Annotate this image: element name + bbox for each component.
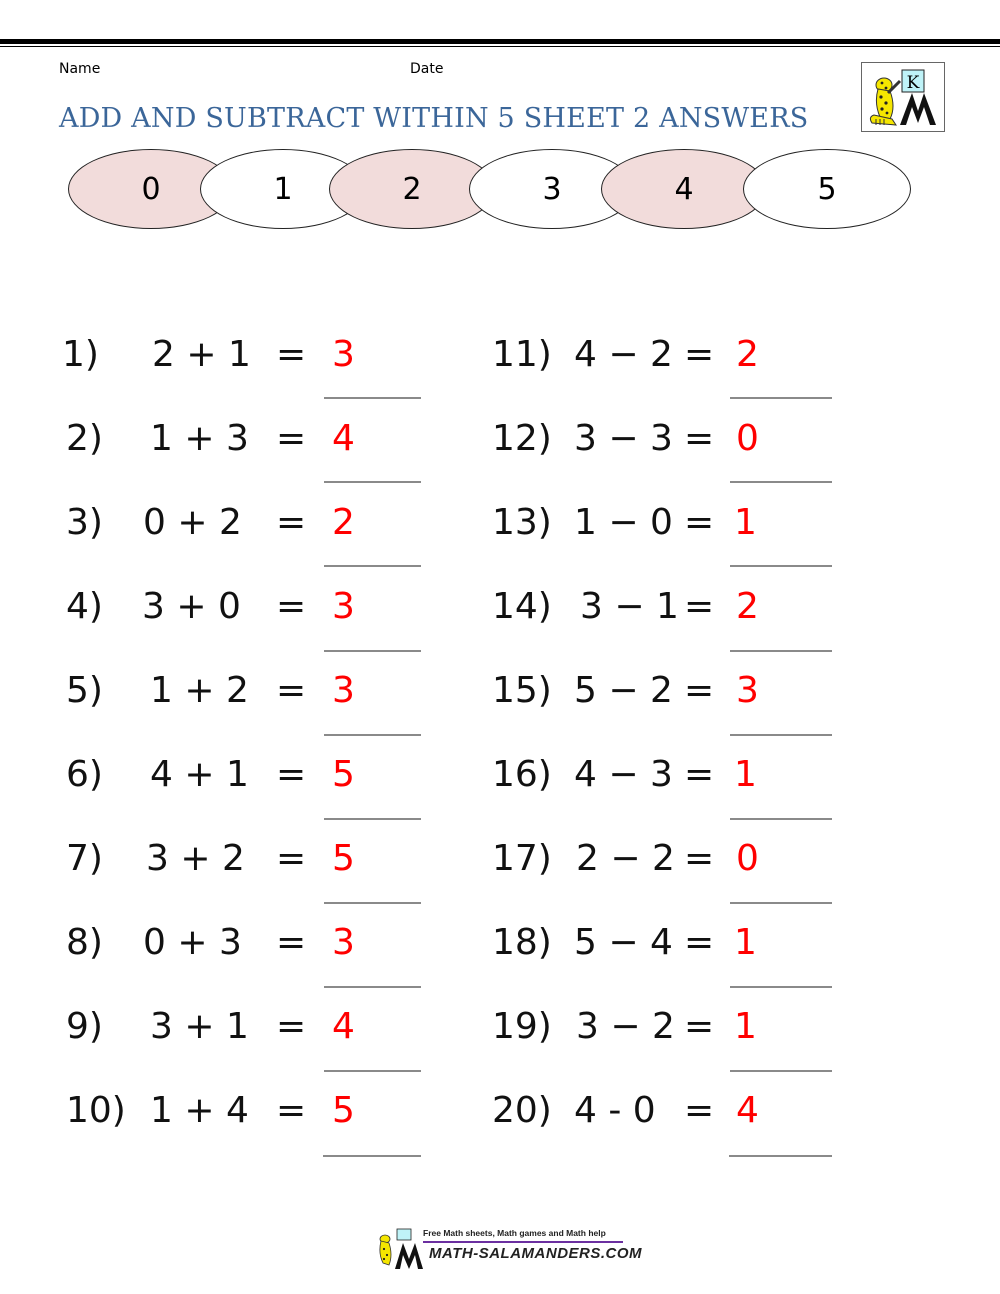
problem-number: 13) [492, 502, 552, 543]
equals-sign: = [684, 334, 715, 375]
answer-line [324, 1070, 421, 1072]
answer-value: 3 [332, 334, 355, 375]
number-line-label: 0 [141, 171, 161, 207]
answer-value: 2 [736, 334, 759, 375]
answer-line [323, 1155, 421, 1157]
problem-expression: 4 − 2 [574, 334, 673, 375]
problem-number: 18) [492, 922, 552, 963]
answer-value: 4 [332, 1006, 355, 1047]
problem-number: 1) [62, 334, 99, 375]
footer-divider [423, 1241, 623, 1243]
answer-line [324, 650, 421, 652]
problem-number: 9) [66, 1006, 103, 1047]
equals-sign: = [684, 1006, 715, 1047]
problem-number: 12) [492, 418, 552, 459]
problem-row [0, 586, 470, 646]
problem-expression: 3 − 1 [580, 586, 679, 627]
footer-site-link[interactable]: MATH-SALAMANDERS.COM [429, 1245, 643, 1262]
problem-expression: 2 − 2 [576, 838, 675, 879]
footer-tagline: Free Math sheets, Math games and Math help [423, 1228, 606, 1238]
problem-expression: 0 + 2 [143, 502, 242, 543]
answer-line [324, 818, 421, 820]
answer-line [730, 902, 832, 904]
answer-line [324, 986, 421, 988]
problem-expression: 1 − 0 [574, 502, 673, 543]
equals-sign: = [276, 502, 307, 543]
equals-sign: = [276, 838, 307, 879]
problem-row [0, 838, 470, 898]
answer-line [324, 565, 421, 567]
answer-line [324, 902, 421, 904]
problem-expression: 4 − 3 [574, 754, 673, 795]
problem-row [0, 1090, 470, 1150]
equals-sign: = [276, 418, 307, 459]
answer-line [730, 397, 832, 399]
problem-expression: 1 + 2 [150, 670, 249, 711]
equals-sign: = [276, 922, 307, 963]
problem-number: 7) [66, 838, 103, 879]
answer-value: 5 [332, 754, 355, 795]
problem-row [0, 754, 470, 814]
footer-logo[interactable] [373, 1225, 643, 1271]
problem-row [470, 586, 870, 646]
problem-expression: 1 + 4 [150, 1090, 249, 1131]
problem-expression: 3 + 1 [150, 1006, 249, 1047]
problem-row [0, 502, 470, 562]
answer-value: 3 [736, 670, 759, 711]
problem-expression: 3 + 2 [146, 838, 245, 879]
answer-line [730, 734, 832, 736]
problem-expression: 1 + 3 [150, 418, 249, 459]
problem-row [470, 418, 870, 478]
problem-expression: 5 − 2 [574, 670, 673, 711]
problem-expression: 4 - 0 [574, 1090, 656, 1131]
answer-value: 0 [736, 838, 759, 879]
equals-sign: = [684, 670, 715, 711]
problem-expression: 3 + 0 [142, 586, 241, 627]
equals-sign: = [684, 838, 715, 879]
answer-value: 2 [736, 586, 759, 627]
number-line-label: 5 [817, 171, 837, 207]
problem-row [470, 334, 870, 394]
problem-row [470, 1006, 870, 1066]
answer-line [729, 1155, 832, 1157]
svg-text:K: K [906, 73, 920, 93]
answer-line [730, 986, 832, 988]
problem-number: 17) [492, 838, 552, 879]
problem-expression: 2 + 1 [152, 334, 251, 375]
answer-value: 2 [332, 502, 355, 543]
problem-row [0, 334, 470, 394]
answer-line [730, 818, 832, 820]
problem-number: 6) [66, 754, 103, 795]
answer-line [730, 650, 832, 652]
answer-value: 1 [734, 502, 757, 543]
answer-line [324, 481, 421, 483]
number-line-label: 2 [402, 171, 422, 207]
answer-value: 4 [736, 1090, 759, 1131]
problem-number: 15) [492, 670, 552, 711]
problem-row [470, 838, 870, 898]
equals-sign: = [276, 754, 307, 795]
number-line-label: 3 [542, 171, 562, 207]
number-line-label: 1 [273, 171, 293, 207]
answer-value: 0 [736, 418, 759, 459]
answer-value: 3 [332, 922, 355, 963]
answer-value: 3 [332, 670, 355, 711]
answer-value: 1 [734, 754, 757, 795]
equals-sign: = [684, 586, 715, 627]
problem-row [470, 754, 870, 814]
equals-sign: = [684, 1090, 715, 1131]
page-title: ADD AND SUBTRACT WITHIN 5 SHEET 2 ANSWERS [59, 103, 809, 134]
equals-sign: = [276, 586, 307, 627]
number-line [0, 0, 1000, 260]
answer-value: 3 [332, 586, 355, 627]
answer-line [324, 397, 421, 399]
problem-expression: 0 + 3 [143, 922, 242, 963]
problem-row [470, 922, 870, 982]
answer-value: 5 [332, 838, 355, 879]
equals-sign: = [684, 502, 715, 543]
answer-line [730, 481, 832, 483]
problem-expression: 4 + 1 [150, 754, 249, 795]
equals-sign: = [276, 670, 307, 711]
problem-number: 5) [66, 670, 103, 711]
problem-number: 20) [492, 1090, 552, 1131]
problem-row [470, 502, 870, 562]
answer-line [730, 565, 832, 567]
equals-sign: = [276, 1006, 307, 1047]
number-line-item [743, 149, 911, 229]
problem-row [0, 1006, 470, 1066]
problem-number: 2) [66, 418, 103, 459]
answer-line [324, 734, 421, 736]
equals-sign: = [276, 1090, 307, 1131]
problem-expression: 3 − 2 [576, 1006, 675, 1047]
equals-sign: = [684, 418, 715, 459]
answer-value: 1 [734, 1006, 757, 1047]
name-label: Name [59, 61, 101, 77]
problem-row [0, 922, 470, 982]
problem-number: 3) [66, 502, 103, 543]
problem-number: 4) [66, 586, 103, 627]
answer-line [730, 1070, 832, 1072]
problem-row [470, 670, 870, 730]
answer-value: 5 [332, 1090, 355, 1131]
problem-number: 8) [66, 922, 103, 963]
number-line-label: 4 [674, 171, 694, 207]
problem-row [0, 418, 470, 478]
problem-number: 10) [66, 1090, 126, 1131]
problem-number: 19) [492, 1006, 552, 1047]
problem-expression: 5 − 4 [574, 922, 673, 963]
problem-row [470, 1090, 870, 1150]
problem-expression: 3 − 3 [574, 418, 673, 459]
answer-value: 1 [734, 922, 757, 963]
equals-sign: = [684, 754, 715, 795]
problem-number: 14) [492, 586, 552, 627]
answer-value: 4 [332, 418, 355, 459]
problem-number: 16) [492, 754, 552, 795]
salamander-footer-icon [373, 1225, 423, 1271]
date-label: Date [410, 61, 444, 77]
equals-sign: = [684, 922, 715, 963]
equals-sign: = [276, 334, 307, 375]
problem-row [0, 670, 470, 730]
problem-number: 11) [492, 334, 552, 375]
